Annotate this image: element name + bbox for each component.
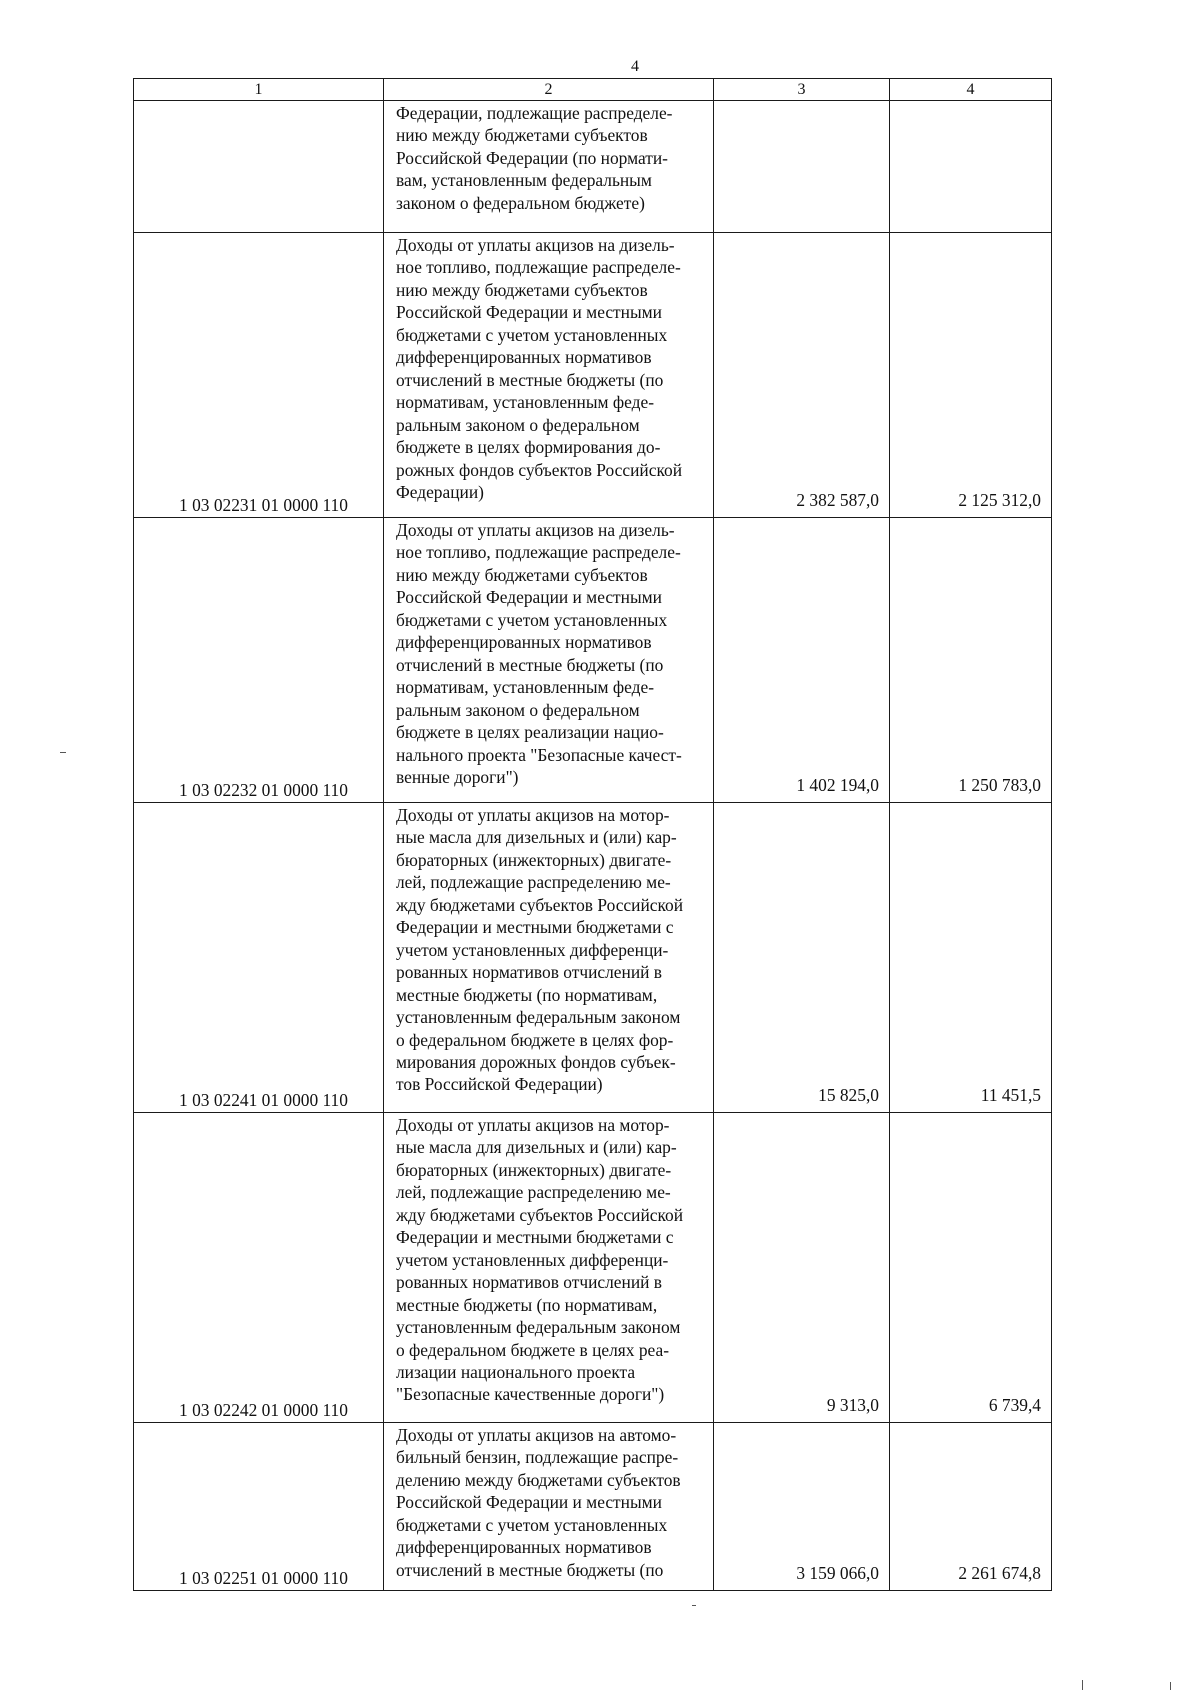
- page-number: 4: [631, 58, 639, 75]
- description-line: нормативам, установленным феде-: [396, 677, 654, 698]
- amount-col3-cell: 1 402 194,0: [714, 518, 890, 803]
- description-line: вам, установленным федеральным: [396, 170, 652, 191]
- table-row: [134, 518, 1052, 803]
- description-line: нию между бюджетами субъектов: [396, 125, 648, 146]
- amount-col3-cell: 3 159 066,0: [714, 1423, 890, 1591]
- amount-col3-cell: [714, 101, 890, 233]
- description-cell: [384, 1113, 714, 1423]
- budget-code-cell: 1 03 02232 01 0000 110: [134, 518, 384, 803]
- description-line: Доходы от уплаты акцизов на дизель-: [396, 520, 675, 540]
- description-line: Федерации и местными бюджетами с: [396, 917, 674, 938]
- description-cell: [384, 803, 714, 1113]
- description-line: нию между бюджетами субъектов: [396, 279, 648, 300]
- table-row: [134, 1423, 1052, 1591]
- description-line: учетом установленных дифференци-: [396, 939, 669, 960]
- amount-col3-cell: 15 825,0: [714, 803, 890, 1113]
- table-row: [134, 233, 1052, 518]
- amount-col3-cell: 2 382 587,0: [714, 233, 890, 518]
- description-line: делению между бюджетами субъектов: [396, 1469, 681, 1490]
- budget-code-cell: 1 03 02242 01 0000 110: [134, 1113, 384, 1423]
- budget-revenue-table: [133, 78, 1052, 1591]
- description-line: нию между бюджетами субъектов: [396, 564, 648, 585]
- description-line: учетом установленных дифференци-: [396, 1249, 669, 1270]
- description-line: ное топливо, подлежащие распределе-: [396, 257, 681, 278]
- amount-col4-cell: 2 125 312,0: [890, 233, 1052, 518]
- amount-col3-cell: 9 313,0: [714, 1113, 890, 1423]
- scan-artifact: [1170, 1682, 1171, 1690]
- description-line: Федерации и местными бюджетами с: [396, 1227, 674, 1248]
- description-line: лей, подлежащие распределению ме-: [396, 872, 671, 893]
- description-line: бюджете в целях формирования до-: [396, 437, 661, 458]
- description-line: отчислений в местные бюджеты (по: [396, 654, 664, 675]
- scan-artifact: [1082, 1680, 1083, 1690]
- description-line: законом о федеральном бюджете): [396, 192, 645, 213]
- description-line: рованных нормативов отчислений в: [396, 1272, 662, 1293]
- description-line: "Безопасные качественные дороги"): [396, 1384, 665, 1405]
- budget-code-cell: 1 03 02241 01 0000 110: [134, 803, 384, 1113]
- description-line: Доходы от уплаты акцизов на автомо-: [396, 1425, 677, 1445]
- description-line: бильный бензин, подлежащие распре-: [396, 1447, 679, 1468]
- description-line: рованных нормативов отчислений в: [396, 962, 662, 983]
- amount-col4-cell: [890, 101, 1052, 233]
- description-cell: [384, 233, 714, 518]
- description-line: мирования дорожных фондов субъек-: [396, 1051, 676, 1072]
- budget-code-cell: 1 03 02251 01 0000 110: [134, 1423, 384, 1591]
- description-line: установленным федеральным законом: [396, 1317, 681, 1338]
- description-line: тов Российской Федерации): [396, 1074, 603, 1095]
- description-line: жду бюджетами субъектов Российской: [396, 1204, 684, 1225]
- description-line: Федерации, подлежащие распределе-: [396, 103, 673, 123]
- column-header-4: 4: [890, 79, 1052, 101]
- description-line: дифференцированных нормативов: [396, 632, 652, 653]
- description-line: Российской Федерации (по нормати-: [396, 147, 668, 168]
- column-header-2: 2: [384, 79, 714, 101]
- description-line: лизации национального проекта: [396, 1361, 636, 1382]
- description-line: бюраторных (инжекторных) двигате-: [396, 1159, 672, 1180]
- description-line: ральным законом о федеральном: [396, 699, 640, 720]
- description-line: местные бюджеты (по нормативам,: [396, 1294, 658, 1315]
- description-line: бюджетами с учетом установленных: [396, 1514, 668, 1535]
- description-line: Доходы от уплаты акцизов на мотор-: [396, 805, 670, 825]
- table-row: [134, 101, 1052, 233]
- description-line: рожных фондов субъектов Российской: [396, 459, 683, 480]
- description-line: Российской Федерации и местными: [396, 587, 662, 608]
- description-line: ные масла для дизельных и (или) кар-: [396, 827, 677, 848]
- description-line: о федеральном бюджете в целях реа-: [396, 1339, 669, 1360]
- description-line: бюджетами с учетом установленных: [396, 609, 668, 630]
- description-line: бюраторных (инжекторных) двигате-: [396, 849, 672, 870]
- amount-col4-cell: 1 250 783,0: [890, 518, 1052, 803]
- description-line: отчислений в местные бюджеты (по: [396, 1559, 664, 1580]
- description-line: дифференцированных нормативов: [396, 347, 652, 368]
- description-cell: [384, 1423, 714, 1591]
- description-line: бюджете в целях реализации нацио-: [396, 722, 664, 743]
- description-line: Федерации): [396, 481, 484, 502]
- description-line: нормативам, установленным феде-: [396, 392, 654, 413]
- description-line: нального проекта "Безопасные качест-: [396, 744, 682, 765]
- column-header-1: 1: [134, 79, 384, 101]
- amount-col4-cell: 6 739,4: [890, 1113, 1052, 1423]
- description-line: о федеральном бюджете в целях фор-: [396, 1029, 674, 1050]
- description-line: ные масла для дизельных и (или) кар-: [396, 1137, 677, 1158]
- scan-artifact: [692, 1605, 696, 1606]
- description-line: лей, подлежащие распределению ме-: [396, 1182, 671, 1203]
- description-cell: [384, 101, 714, 233]
- description-line: Российской Федерации и местными: [396, 302, 662, 323]
- budget-code-cell: [134, 101, 384, 233]
- description-line: бюджетами с учетом установленных: [396, 324, 668, 345]
- column-number-row: [134, 79, 1052, 101]
- amount-col4-cell: 11 451,5: [890, 803, 1052, 1113]
- description-line: ное топливо, подлежащие распределе-: [396, 542, 681, 563]
- description-line: ральным законом о федеральном: [396, 414, 640, 435]
- description-line: отчислений в местные бюджеты (по: [396, 369, 664, 390]
- description-line: местные бюджеты (по нормативам,: [396, 984, 658, 1005]
- description-line: установленным федеральным законом: [396, 1007, 681, 1028]
- description-line: венные дороги"): [396, 766, 519, 787]
- description-line: Российской Федерации и местными: [396, 1492, 662, 1513]
- scan-artifact: [60, 752, 66, 753]
- table-row: [134, 803, 1052, 1113]
- description-line: жду бюджетами субъектов Российской: [396, 894, 684, 915]
- description-line: Доходы от уплаты акцизов на дизель-: [396, 235, 675, 255]
- budget-code-cell: 1 03 02231 01 0000 110: [134, 233, 384, 518]
- table-row: [134, 1113, 1052, 1423]
- column-header-3: 3: [714, 79, 890, 101]
- description-cell: [384, 518, 714, 803]
- description-line: дифференцированных нормативов: [396, 1537, 652, 1558]
- amount-col4-cell: 2 261 674,8: [890, 1423, 1052, 1591]
- description-line: Доходы от уплаты акцизов на мотор-: [396, 1115, 670, 1135]
